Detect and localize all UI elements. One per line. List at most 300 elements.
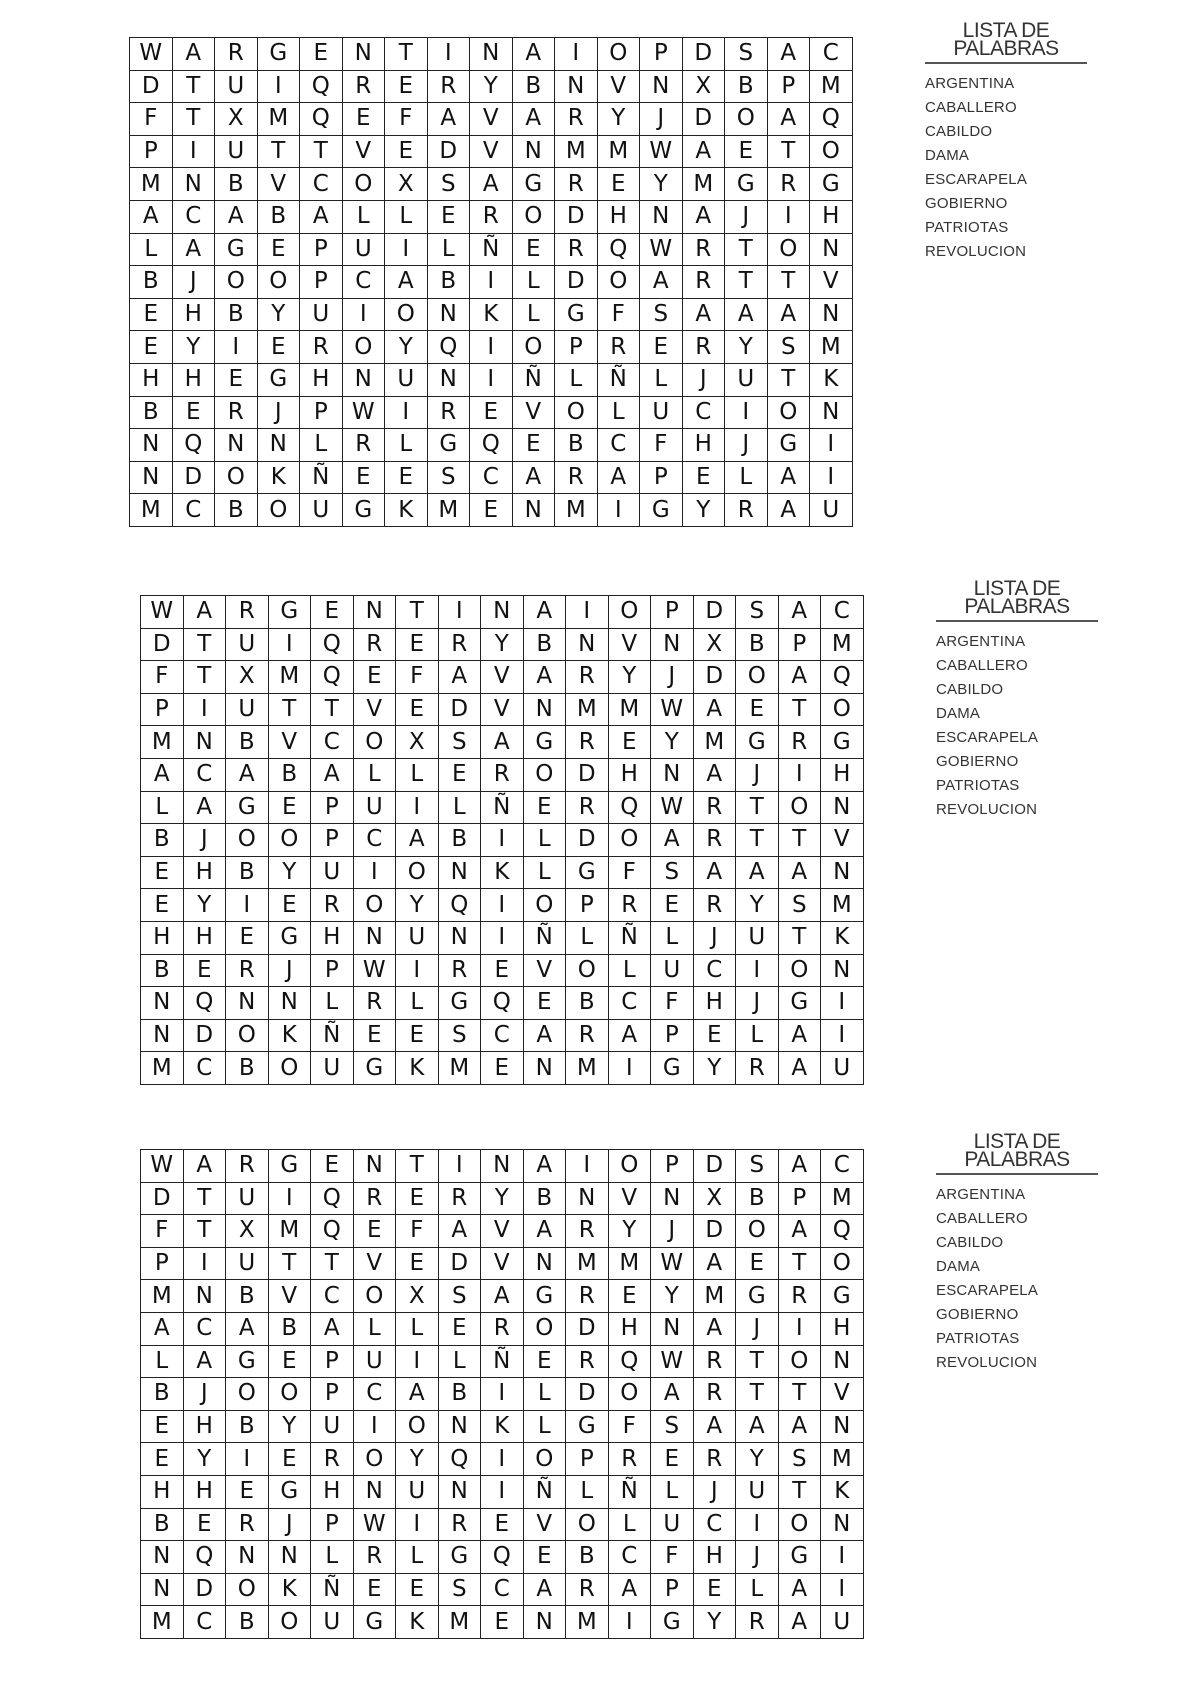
- grid-cell: A: [682, 298, 725, 331]
- grid-cell: Ñ: [481, 1345, 524, 1378]
- title-line-2: PALABRAS: [964, 595, 1070, 618]
- grid-cell: E: [470, 494, 513, 527]
- grid-cell: E: [226, 1475, 269, 1508]
- grid-cell: B: [566, 987, 609, 1020]
- grid-cell: E: [268, 791, 311, 824]
- grid-cell: D: [141, 1182, 184, 1215]
- grid-cell: N: [640, 200, 683, 233]
- grid-cell: A: [396, 824, 439, 857]
- grid-cell: I: [821, 1541, 864, 1574]
- grid-cell: T: [172, 70, 215, 103]
- grid-cell: A: [183, 1150, 226, 1183]
- grid-cell: P: [130, 135, 173, 168]
- grid-cell: O: [608, 1150, 651, 1183]
- grid-cell: G: [736, 1280, 779, 1313]
- grid-cell: O: [226, 1573, 269, 1606]
- grid-cell: M: [257, 103, 300, 136]
- grid-cell: O: [226, 1019, 269, 1052]
- word-item: ARGENTINA: [936, 633, 1026, 650]
- grid-cell: G: [438, 1541, 481, 1574]
- grid-cell: O: [523, 889, 566, 922]
- grid-cell: U: [821, 1606, 864, 1639]
- grid-cell: P: [651, 596, 694, 629]
- grid-cell: O: [767, 396, 810, 429]
- word-item: DAMA: [936, 705, 981, 722]
- grid-cell: R: [353, 628, 396, 661]
- grid-cell: I: [172, 135, 215, 168]
- grid-cell: K: [481, 1410, 524, 1443]
- grid-cell: V: [353, 1247, 396, 1280]
- grid-cell: E: [226, 921, 269, 954]
- grid-cell: K: [396, 1606, 439, 1639]
- grid-cell: O: [226, 1378, 269, 1411]
- grid-cell: T: [396, 596, 439, 629]
- grid-cell: T: [778, 824, 821, 857]
- grid-cell: P: [311, 954, 354, 987]
- grid-cell: R: [438, 628, 481, 661]
- grid-cell: G: [566, 1410, 609, 1443]
- grid-cell: S: [651, 856, 694, 889]
- grid-cell: E: [268, 1345, 311, 1378]
- grid-cell: A: [141, 758, 184, 791]
- grid-cell: U: [215, 70, 258, 103]
- grid-cell: J: [268, 1508, 311, 1541]
- grid-cell: C: [353, 824, 396, 857]
- grid-cell: N: [651, 628, 694, 661]
- grid-cell: E: [385, 135, 428, 168]
- grid-cell: O: [353, 726, 396, 759]
- grid-row: [141, 628, 864, 661]
- grid-cell: M: [566, 1606, 609, 1639]
- grid-cell: G: [810, 168, 853, 201]
- grid-cell: T: [778, 1475, 821, 1508]
- grid-cell: T: [183, 1215, 226, 1248]
- title-line-1: LISTA DE: [973, 577, 1061, 600]
- grid-cell: N: [427, 363, 470, 396]
- grid-cell: W: [353, 1508, 396, 1541]
- grid-cell: A: [767, 298, 810, 331]
- grid-cell: R: [566, 1573, 609, 1606]
- grid-cell: Q: [311, 661, 354, 694]
- word-item: REVOLUCION: [936, 801, 1038, 818]
- grid-cell: V: [268, 726, 311, 759]
- grid-cell: V: [268, 1280, 311, 1313]
- grid-cell: R: [597, 331, 640, 364]
- grid-cell: S: [438, 726, 481, 759]
- word-item: ESCARAPELA: [936, 729, 1039, 746]
- grid-cell: Y: [481, 628, 524, 661]
- grid-cell: J: [640, 103, 683, 136]
- grid-cell: A: [172, 233, 215, 266]
- grid-cell: I: [597, 494, 640, 527]
- grid-cell: R: [555, 103, 598, 136]
- grid-cell: N: [512, 494, 555, 527]
- grid-cell: B: [268, 758, 311, 791]
- grid-cell: O: [396, 856, 439, 889]
- grid-cell: T: [183, 628, 226, 661]
- word-item: PATRIOTAS: [925, 219, 1009, 236]
- grid-cell: A: [130, 200, 173, 233]
- grid-cell: R: [481, 1312, 524, 1345]
- grid-cell: I: [470, 266, 513, 299]
- grid-cell: R: [736, 1052, 779, 1085]
- grid-cell: R: [566, 791, 609, 824]
- grid-cell: A: [693, 758, 736, 791]
- grid-cell: X: [385, 168, 428, 201]
- grid-row: [141, 921, 864, 954]
- word-item: CABALLERO: [925, 99, 1017, 116]
- grid-cell: O: [778, 954, 821, 987]
- grid-cell: J: [257, 396, 300, 429]
- grid-cell: U: [725, 363, 768, 396]
- grid-cell: E: [141, 856, 184, 889]
- grid-cell: R: [311, 889, 354, 922]
- grid-cell: Q: [311, 1215, 354, 1248]
- grid-cell: N: [651, 758, 694, 791]
- grid-cell: A: [778, 856, 821, 889]
- grid-cell: M: [438, 1052, 481, 1085]
- grid-cell: Ñ: [523, 1475, 566, 1508]
- grid-cell: A: [523, 1215, 566, 1248]
- grid-cell: E: [523, 1345, 566, 1378]
- grid-cell: Y: [268, 856, 311, 889]
- grid-cell: C: [810, 38, 853, 71]
- grid-cell: B: [226, 1606, 269, 1639]
- grid-cell: U: [311, 1606, 354, 1639]
- grid-cell: R: [566, 1345, 609, 1378]
- grid-cell: L: [512, 298, 555, 331]
- grid-cell: G: [651, 1052, 694, 1085]
- grid-cell: I: [608, 1052, 651, 1085]
- grid-cell: E: [470, 396, 513, 429]
- grid-cell: M: [427, 494, 470, 527]
- grid-row: [141, 1606, 864, 1639]
- grid-cell: P: [311, 824, 354, 857]
- grid-cell: O: [778, 1508, 821, 1541]
- grid-cell: V: [597, 70, 640, 103]
- grid-cell: O: [385, 298, 428, 331]
- grid-cell: G: [778, 1541, 821, 1574]
- grid-cell: D: [682, 103, 725, 136]
- grid-cell: H: [172, 298, 215, 331]
- grid-cell: E: [257, 233, 300, 266]
- grid-cell: O: [778, 1345, 821, 1378]
- grid-cell: F: [130, 103, 173, 136]
- grid-cell: L: [523, 824, 566, 857]
- grid-cell: R: [566, 661, 609, 694]
- grid-cell: H: [821, 758, 864, 791]
- grid-cell: T: [736, 791, 779, 824]
- grid-cell: Y: [597, 103, 640, 136]
- grid-cell: E: [268, 1443, 311, 1476]
- grid-cell: D: [566, 758, 609, 791]
- grid-cell: G: [268, 921, 311, 954]
- grid-cell: T: [725, 266, 768, 299]
- grid-cell: U: [396, 921, 439, 954]
- grid-cell: Q: [172, 429, 215, 462]
- grid-cell: A: [693, 856, 736, 889]
- grid-cell: C: [481, 1019, 524, 1052]
- grid-cell: F: [651, 1541, 694, 1574]
- grid-cell: Y: [396, 1443, 439, 1476]
- grid-cell: R: [682, 331, 725, 364]
- grid-cell: N: [523, 1052, 566, 1085]
- grid-cell: Y: [693, 1052, 736, 1085]
- grid-cell: U: [651, 1508, 694, 1541]
- grid-cell: V: [353, 693, 396, 726]
- grid-cell: G: [640, 494, 683, 527]
- grid-cell: C: [300, 168, 343, 201]
- word-item: GOBIERNO: [925, 195, 1008, 212]
- grid-cell: T: [385, 38, 428, 71]
- grid-cell: R: [226, 1508, 269, 1541]
- grid-cell: A: [385, 266, 428, 299]
- grid-cell: J: [736, 758, 779, 791]
- grid-cell: G: [268, 1150, 311, 1183]
- grid-cell: D: [693, 1215, 736, 1248]
- grid-cell: R: [693, 1345, 736, 1378]
- word-item: CABILDO: [936, 681, 1004, 698]
- grid-cell: S: [438, 1019, 481, 1052]
- grid-cell: N: [226, 1541, 269, 1574]
- grid-cell: I: [481, 824, 524, 857]
- grid-cell: H: [141, 921, 184, 954]
- grid-cell: R: [311, 1443, 354, 1476]
- grid-cell: K: [821, 1475, 864, 1508]
- grid-cell: C: [183, 1606, 226, 1639]
- grid-cell: V: [470, 135, 513, 168]
- grid-cell: U: [385, 363, 428, 396]
- grid-row: [141, 758, 864, 791]
- grid-cell: Y: [608, 1215, 651, 1248]
- grid-cell: X: [396, 1280, 439, 1313]
- grid-cell: Ñ: [470, 233, 513, 266]
- grid-cell: L: [396, 987, 439, 1020]
- grid-cell: I: [778, 1312, 821, 1345]
- grid-cell: D: [183, 1573, 226, 1606]
- grid-cell: E: [311, 1150, 354, 1183]
- grid-cell: A: [183, 1345, 226, 1378]
- grid-cell: C: [821, 1150, 864, 1183]
- grid-cell: A: [183, 596, 226, 629]
- grid-cell: N: [353, 921, 396, 954]
- grid-cell: P: [640, 38, 683, 71]
- grid-cell: E: [427, 200, 470, 233]
- grid-cell: M: [141, 1052, 184, 1085]
- grid-cell: B: [268, 1312, 311, 1345]
- grid-row: [141, 1215, 864, 1248]
- grid-cell: A: [523, 1573, 566, 1606]
- grid-cell: A: [778, 661, 821, 694]
- grid-cell: B: [226, 1052, 269, 1085]
- grid-cell: A: [608, 1573, 651, 1606]
- grid-cell: X: [226, 661, 269, 694]
- grid-cell: K: [481, 856, 524, 889]
- grid-cell: S: [778, 1443, 821, 1476]
- grid-cell: G: [523, 1280, 566, 1313]
- grid-cell: U: [736, 921, 779, 954]
- grid-cell: M: [141, 726, 184, 759]
- grid-cell: E: [736, 1247, 779, 1280]
- grid-cell: E: [141, 1443, 184, 1476]
- grid-cell: S: [427, 168, 470, 201]
- grid-cell: O: [608, 596, 651, 629]
- grid-cell: N: [438, 856, 481, 889]
- grid-cell: N: [566, 628, 609, 661]
- grid-cell: H: [821, 1312, 864, 1345]
- grid-cell: X: [226, 1215, 269, 1248]
- word-list-title: [936, 1130, 1098, 1175]
- grid-cell: T: [311, 693, 354, 726]
- grid-cell: Ñ: [481, 791, 524, 824]
- grid-cell: C: [821, 596, 864, 629]
- grid-cell: N: [268, 987, 311, 1020]
- grid-cell: A: [300, 200, 343, 233]
- grid-cell: U: [300, 494, 343, 527]
- grid-cell: O: [512, 331, 555, 364]
- grid-cell: Ñ: [608, 921, 651, 954]
- grid-cell: H: [693, 987, 736, 1020]
- grid-cell: Y: [183, 1443, 226, 1476]
- grid-cell: A: [778, 1215, 821, 1248]
- grid-cell: C: [183, 758, 226, 791]
- grid-cell: N: [821, 1410, 864, 1443]
- grid-cell: A: [767, 103, 810, 136]
- grid-cell: U: [226, 628, 269, 661]
- grid-cell: I: [481, 1475, 524, 1508]
- grid-cell: A: [523, 661, 566, 694]
- grid-cell: M: [682, 168, 725, 201]
- grid-cell: E: [257, 331, 300, 364]
- grid-cell: M: [566, 1247, 609, 1280]
- grid-cell: N: [512, 135, 555, 168]
- grid-cell: V: [470, 103, 513, 136]
- grid-cell: U: [311, 856, 354, 889]
- grid-cell: N: [566, 1182, 609, 1215]
- grid-cell: A: [396, 1378, 439, 1411]
- grid-cell: L: [736, 1573, 779, 1606]
- grid-cell: J: [725, 429, 768, 462]
- grid-cell: E: [130, 331, 173, 364]
- grid-cell: A: [183, 791, 226, 824]
- word-list-title: [936, 577, 1098, 622]
- grid-cell: M: [810, 331, 853, 364]
- grid-cell: N: [481, 1150, 524, 1183]
- grid-cell: W: [651, 693, 694, 726]
- grid-cell: R: [226, 1150, 269, 1183]
- grid-cell: R: [438, 954, 481, 987]
- grid-cell: N: [268, 1541, 311, 1574]
- grid-cell: O: [523, 1312, 566, 1345]
- grid-cell: P: [555, 331, 598, 364]
- grid-cell: S: [778, 889, 821, 922]
- grid-cell: R: [427, 70, 470, 103]
- grid-cell: E: [385, 70, 428, 103]
- grid-cell: G: [268, 596, 311, 629]
- grid-cell: B: [523, 628, 566, 661]
- grid-cell: O: [268, 1052, 311, 1085]
- grid-cell: K: [268, 1019, 311, 1052]
- grid-cell: H: [682, 429, 725, 462]
- grid-cell: A: [512, 461, 555, 494]
- grid-cell: N: [438, 921, 481, 954]
- grid-cell: T: [736, 824, 779, 857]
- grid-cell: R: [693, 1443, 736, 1476]
- grid-cell: M: [141, 1606, 184, 1639]
- grid-cell: V: [257, 168, 300, 201]
- grid-cell: O: [736, 1215, 779, 1248]
- grid-cell: H: [183, 856, 226, 889]
- grid-cell: M: [438, 1606, 481, 1639]
- grid-cell: H: [311, 921, 354, 954]
- grid-cell: M: [810, 70, 853, 103]
- grid-row: [141, 954, 864, 987]
- grid-cell: M: [141, 1280, 184, 1313]
- grid-cell: L: [141, 791, 184, 824]
- grid-row: [141, 1443, 864, 1476]
- grid-cell: K: [257, 461, 300, 494]
- grid-cell: D: [427, 135, 470, 168]
- grid-cell: A: [470, 168, 513, 201]
- grid-cell: E: [438, 758, 481, 791]
- grid-cell: Q: [597, 233, 640, 266]
- grid-cell: G: [438, 987, 481, 1020]
- grid-cell: R: [566, 1215, 609, 1248]
- grid-row: [141, 1475, 864, 1508]
- grid-cell: L: [396, 758, 439, 791]
- grid-cell: I: [821, 1019, 864, 1052]
- grid-row: [141, 1247, 864, 1280]
- grid-cell: E: [438, 1312, 481, 1345]
- grid-cell: E: [342, 461, 385, 494]
- grid-cell: J: [693, 1475, 736, 1508]
- grid-cell: T: [767, 363, 810, 396]
- grid-cell: E: [353, 1215, 396, 1248]
- grid-cell: M: [821, 889, 864, 922]
- grid-cell: G: [725, 168, 768, 201]
- grid-cell: S: [736, 596, 779, 629]
- grid-cell: R: [342, 429, 385, 462]
- grid-cell: Y: [385, 331, 428, 364]
- grid-cell: A: [311, 1312, 354, 1345]
- grid-cell: M: [821, 628, 864, 661]
- grid-cell: E: [640, 331, 683, 364]
- grid-cell: I: [736, 954, 779, 987]
- grid-cell: N: [141, 1573, 184, 1606]
- word-item: CABALLERO: [936, 1210, 1028, 1227]
- grid-cell: A: [311, 758, 354, 791]
- grid-cell: K: [810, 363, 853, 396]
- grid-cell: N: [470, 38, 513, 71]
- grid-cell: U: [311, 1410, 354, 1443]
- grid-cell: F: [608, 1410, 651, 1443]
- grid-cell: Y: [396, 889, 439, 922]
- grid-cell: T: [172, 103, 215, 136]
- grid-cell: Y: [172, 331, 215, 364]
- grid-cell: N: [555, 70, 598, 103]
- grid-cell: V: [608, 1182, 651, 1215]
- grid-cell: H: [183, 1410, 226, 1443]
- grid-cell: G: [566, 856, 609, 889]
- grid-cell: E: [130, 298, 173, 331]
- grid-cell: A: [215, 200, 258, 233]
- grid-cell: S: [736, 1150, 779, 1183]
- grid-cell: N: [353, 1475, 396, 1508]
- grid-cell: P: [300, 396, 343, 429]
- grid-cell: I: [725, 396, 768, 429]
- grid-cell: C: [481, 1573, 524, 1606]
- grid-cell: B: [438, 824, 481, 857]
